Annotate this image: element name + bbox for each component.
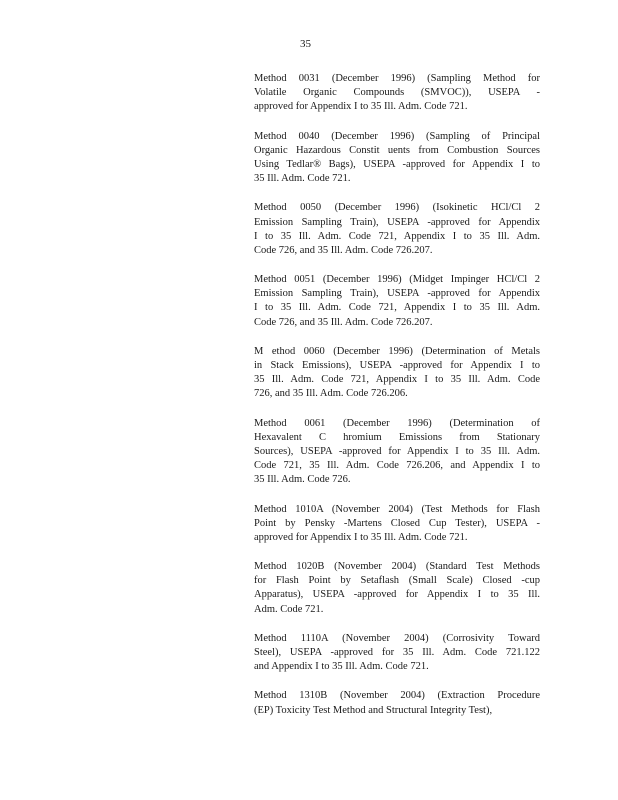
- method-entry-line: and Appendix I to 35 Ill. Adm. Code 721.: [254, 661, 429, 673]
- method-entry-line: Method 0050 (December 1996) (Isokinetic HCl/Cl 2: [254, 202, 540, 214]
- method-entry: [254, 201, 540, 258]
- method-entry-line: 35 Ill. Adm. Code 721.: [254, 173, 351, 185]
- method-entry-line: I to 35 Ill. Adm. Code 721, Appendix I to 35 Ill. Adm.: [254, 230, 540, 242]
- method-entry-line: Code 721, 35 Ill. Adm. Code 726.206, and Appendix I to: [254, 460, 540, 472]
- method-entry-line: Method 1110A (November 2004) (Corrosivity Toward: [254, 632, 540, 644]
- method-entry-line: Using Tedlar® Bags), USEPA -approved for Appendix I to: [254, 158, 540, 170]
- method-entry-line: Method 0061 (December 1996) (Determination of: [254, 417, 540, 429]
- method-entry-line: Apparatus), USEPA -approved for Appendix I to 35 Ill.: [254, 589, 540, 601]
- method-entry-line: 35 Ill. Adm. Code 721, Appendix I to 35 Ill. Adm. Code: [254, 374, 540, 386]
- method-entry: [254, 632, 540, 675]
- method-entry: [254, 689, 540, 717]
- method-entry-line: Volatile Organic Compounds (SMVOC)), USEPA -: [254, 87, 540, 99]
- method-entry-line: Organic Hazardous Constit uents from Combustion Sources: [254, 144, 540, 156]
- method-entry: [254, 503, 540, 546]
- method-entry-line: Emission Sampling Train), USEPA -approved for Appendix: [254, 288, 540, 300]
- method-list: [254, 72, 540, 733]
- method-entry-line: Method 0051 (December 1996) (Midget Impinger HCl/Cl 2: [254, 274, 540, 286]
- method-entry-line: I to 35 Ill. Adm. Code 721, Appendix I to 35 Ill. Adm.: [254, 302, 540, 314]
- method-entry-line: Method 0040 (December 1996) (Sampling of Principal: [254, 130, 540, 142]
- method-entry-line: Method 1010A (November 2004) (Test Methods for Flash: [254, 503, 540, 515]
- method-entry: [254, 417, 540, 488]
- method-entry-line: Code 726, and 35 Ill. Adm. Code 726.207.: [254, 244, 433, 256]
- method-entry-line: 35 Ill. Adm. Code 726.: [254, 474, 351, 486]
- method-entry-line: Method 0031 (December 1996) (Sampling Method for: [254, 73, 540, 84]
- method-entry-line: approved for Appendix I to 35 Ill. Adm. Code 721.: [254, 531, 468, 543]
- method-entry-line: M ethod 0060 (December 1996) (Determination of Metals: [254, 345, 540, 357]
- method-entry: [254, 560, 540, 617]
- method-entry-line: Sources), USEPA -approved for Appendix I to 35 Ill. Adm.: [254, 445, 540, 457]
- method-entry-line: Code 726, and 35 Ill. Adm. Code 726.207.: [254, 316, 433, 328]
- method-entry: [254, 72, 540, 115]
- method-entry-line: Point by Pensky -Martens Closed Cup Tester), USEPA -: [254, 517, 540, 529]
- method-entry-line: Hexavalent C hromium Emissions from Stationary: [254, 431, 540, 443]
- method-entry: [254, 273, 540, 330]
- method-entry-line: Emission Sampling Train), USEPA -approved for Appendix: [254, 216, 540, 228]
- method-entry-line: in Stack Emissions), USEPA -approved for Appendix I to: [254, 360, 540, 371]
- page-number: 35: [300, 38, 311, 50]
- method-entry-line: (EP) Toxicity Test Method and Structural Integrity Test),: [254, 704, 493, 716]
- method-entry-line: for Flash Point by Setaflash (Small Scale) Closed -cup: [254, 575, 540, 587]
- method-entry-line: approved for Appendix I to 35 Ill. Adm. Code 721.: [254, 101, 468, 113]
- method-entry-line: Adm. Code 721.: [254, 603, 324, 615]
- method-entry-line: Method 1020B (November 2004) (Standard Test Methods: [254, 561, 540, 573]
- method-entry: [254, 345, 540, 402]
- method-entry: [254, 130, 540, 187]
- method-entry-line: 726, and 35 Ill. Adm. Code 726.206.: [254, 388, 408, 400]
- method-entry-line: Method 1310B (November 2004) (Extraction Procedure: [254, 690, 540, 702]
- method-entry-line: Steel), USEPA -approved for 35 Ill. Adm. Code 721.122: [254, 647, 540, 658]
